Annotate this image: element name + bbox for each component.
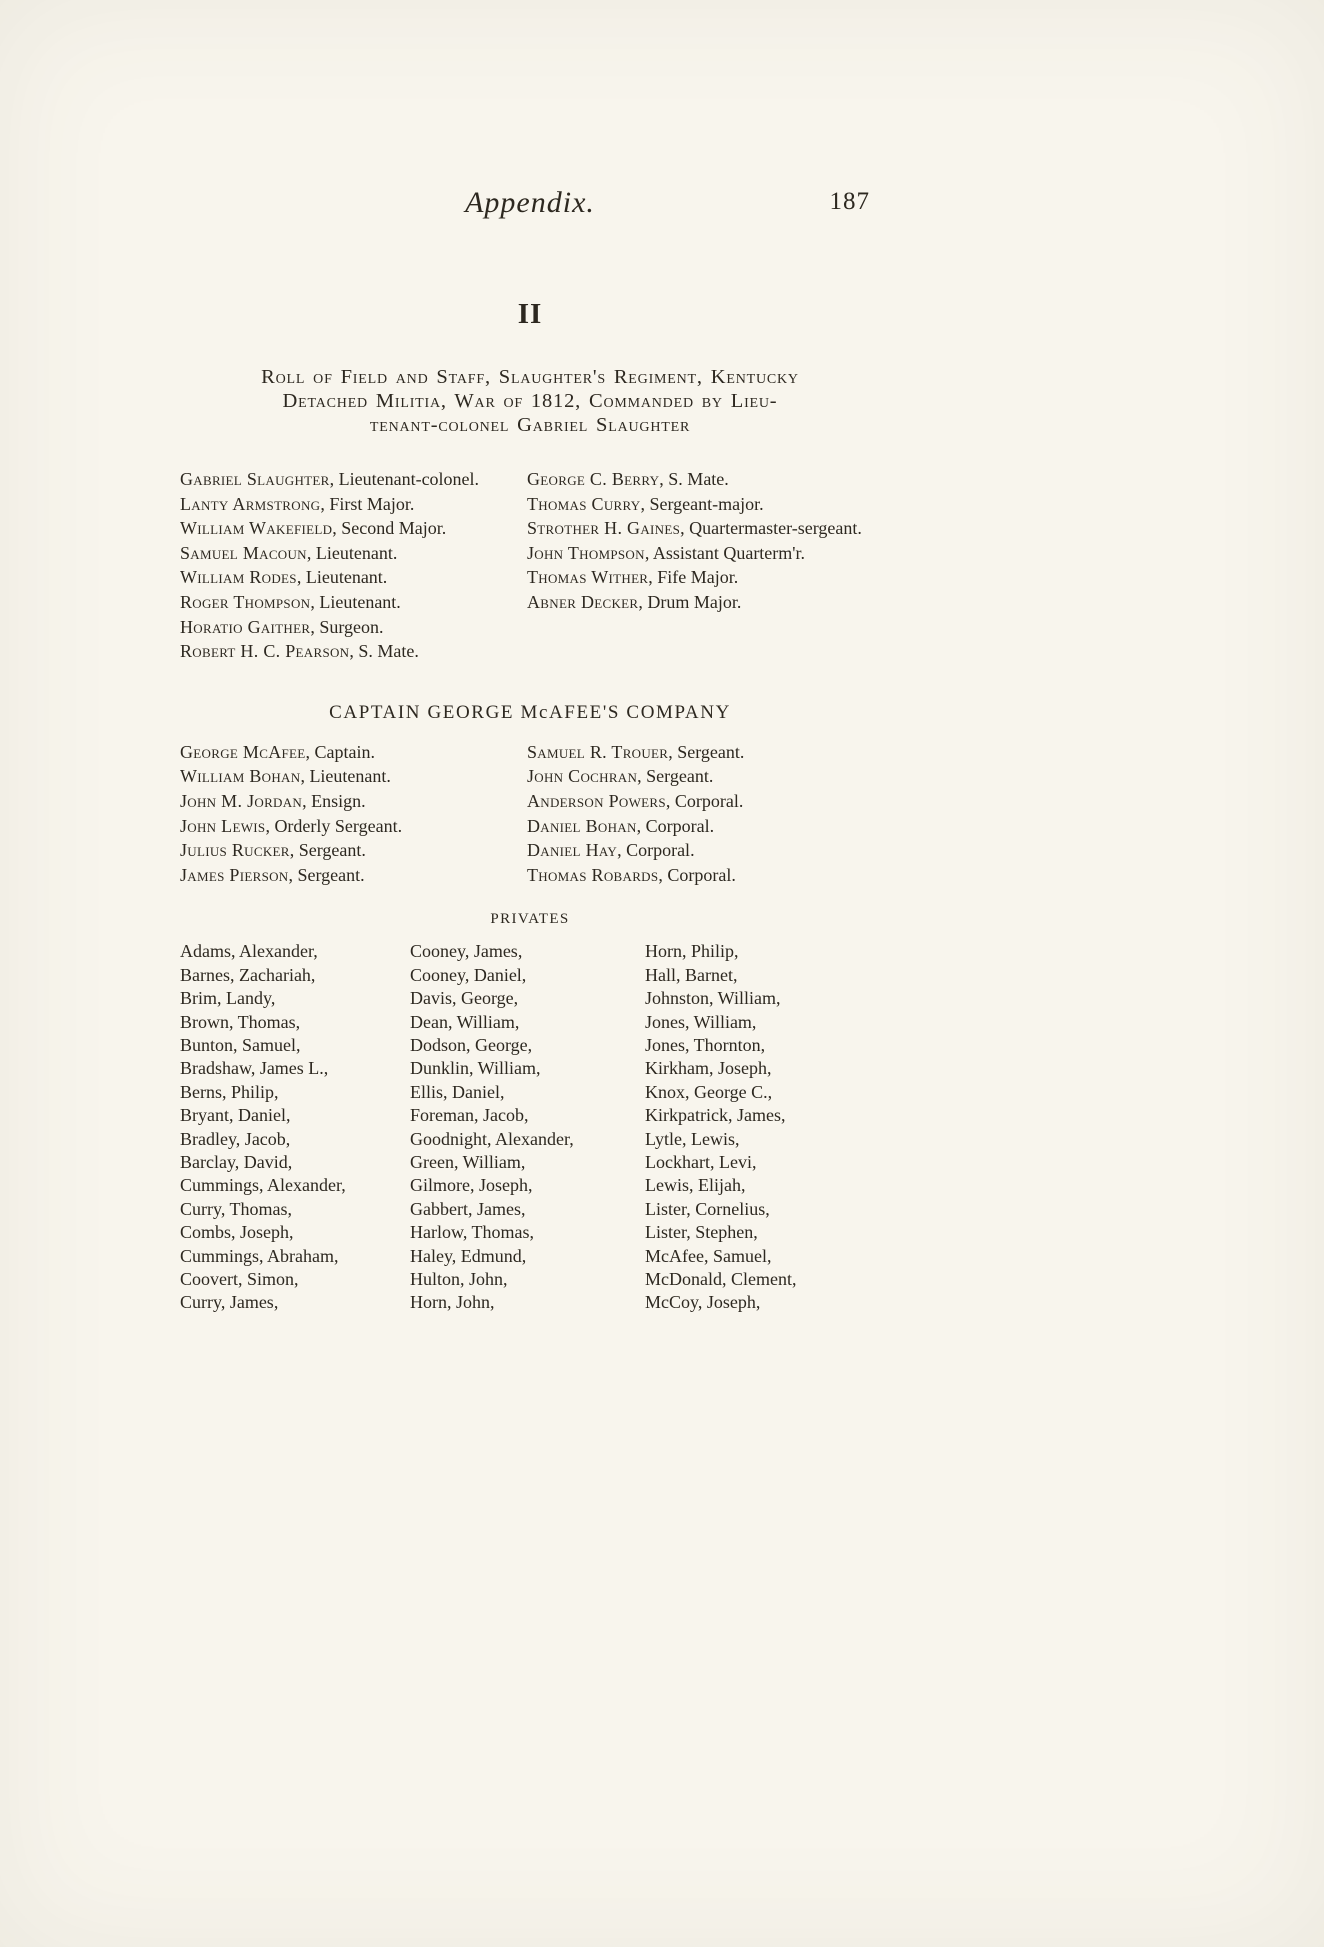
person-name: John Thompson <box>527 542 645 563</box>
officer-entry <box>180 740 527 765</box>
person-rank: , First Major. <box>320 493 415 514</box>
private-entry: Hall, Barnet, <box>645 964 738 985</box>
officer-entry <box>527 590 880 615</box>
private-entry: Knox, George C., <box>645 1081 773 1102</box>
person-rank: , Surgeon. <box>310 616 384 637</box>
private-entry: Foreman, Jacob, <box>410 1105 529 1126</box>
person-rank: , Corporal. <box>658 864 736 885</box>
person-rank: , Sergeant-major. <box>640 493 764 514</box>
person-name: Horatio Gaither <box>180 616 311 637</box>
officer-entry <box>527 740 880 765</box>
person-name: Robert H. C. Pearson <box>180 641 350 662</box>
officer-entry <box>527 541 880 566</box>
person-name: Thomas Curry <box>527 493 641 514</box>
officer-entry <box>180 516 527 541</box>
officer-entry <box>180 789 527 814</box>
person-rank: , Sergeant. <box>668 741 745 762</box>
person-name: Lanty Armstrong <box>180 493 321 514</box>
officer-entry <box>180 764 527 789</box>
officer-entry <box>180 639 527 664</box>
person-name: Daniel Hay <box>527 840 618 861</box>
private-entry: Kirkpatrick, James, <box>645 1105 786 1126</box>
private-entry: Cooney, James, <box>410 941 523 962</box>
officer-entry <box>527 764 880 789</box>
company-title: CAPTAIN GEORGE McAFEE'S COMPANY <box>329 701 731 723</box>
roll-title-line-3: tenant-colonel Gabriel Slaughter <box>369 414 691 436</box>
officer-entry <box>527 838 880 863</box>
section-numeral: II <box>517 298 543 330</box>
person-name: John Lewis <box>180 815 266 836</box>
private-entry: Curry, James, <box>180 1292 279 1313</box>
private-entry: Combs, Joseph, <box>180 1222 294 1243</box>
roll-title <box>180 365 880 437</box>
person-rank: , Fife Major. <box>648 567 739 588</box>
private-entry: Bradley, Jacob, <box>180 1128 291 1149</box>
company-left-column <box>180 740 527 888</box>
private-entry: McDonald, Clement, <box>645 1269 797 1289</box>
privates-column-3 <box>645 940 880 1315</box>
private-entry: Jones, William, <box>645 1011 757 1032</box>
officer-entry <box>527 789 880 814</box>
person-name: William Rodes <box>180 567 297 588</box>
person-name: James Pierson <box>180 864 289 885</box>
person-name: Thomas Robards <box>527 864 659 885</box>
private-entry: Horn, Philip, <box>645 941 739 962</box>
roll-title-line-2: Detached Militia, War of 1812, Commanded by Lieu- <box>282 390 778 412</box>
officer-entry <box>527 516 880 541</box>
field-staff-right-column <box>527 467 880 615</box>
private-entry: Cummings, Abraham, <box>180 1245 339 1266</box>
person-rank: , Orderly Sergeant. <box>265 815 403 836</box>
private-entry: Lewis, Elijah, <box>645 1175 746 1196</box>
running-header-title: Appendix. <box>465 186 595 219</box>
private-entry: Coovert, Simon, <box>180 1269 299 1289</box>
person-rank: , Lieutenant. <box>310 591 401 612</box>
private-entry: Gilmore, Joseph, <box>410 1175 533 1196</box>
officer-entry <box>527 467 880 492</box>
officer-entry <box>180 467 527 492</box>
private-entry: Kirkham, Joseph, <box>645 1058 772 1079</box>
person-rank: , Lieutenant. <box>306 542 398 563</box>
private-entry: Cooney, Daniel, <box>410 964 527 985</box>
private-entry: Barclay, David, <box>180 1151 293 1172</box>
person-name: Samuel R. Trouer <box>527 741 669 762</box>
officer-entry <box>180 838 527 863</box>
page-content <box>180 186 880 1315</box>
person-name: John Cochran <box>527 766 638 787</box>
person-name: Daniel Bohan <box>527 815 637 836</box>
private-entry: Dodson, George, <box>410 1034 533 1055</box>
private-entry: Dunklin, William, <box>410 1058 541 1079</box>
officer-entry <box>527 863 880 888</box>
person-rank: , Lieutenant. <box>300 766 391 787</box>
person-name: William Bohan <box>180 766 301 787</box>
officer-entry <box>180 590 527 615</box>
person-name: George C. Berry <box>527 469 660 489</box>
person-name: Roger Thompson <box>180 591 311 612</box>
private-entry: Johnston, William, <box>645 988 781 1009</box>
field-staff-left-column <box>180 467 527 664</box>
person-rank: , Corporal. <box>617 840 695 861</box>
person-rank: , Corporal. <box>636 815 715 836</box>
person-rank: , S. Mate. <box>659 469 729 489</box>
private-entry: Goodnight, Alexander, <box>410 1128 574 1149</box>
private-entry: Horn, John, <box>410 1292 495 1313</box>
privates-column-2 <box>410 940 645 1315</box>
officer-entry <box>180 814 527 839</box>
person-rank: , Sergeant. <box>288 864 365 885</box>
private-entry: Cummings, Alexander, <box>180 1175 346 1196</box>
private-entry: Dean, William, <box>410 1011 520 1032</box>
person-rank: , Lieutenant-colonel. <box>329 469 480 489</box>
person-name: George McAfee <box>180 741 306 762</box>
running-header <box>180 186 880 226</box>
private-entry: Lockhart, Levi, <box>645 1151 757 1172</box>
person-name: William Wakefield <box>180 518 333 539</box>
private-entry: Adams, Alexander, <box>180 941 318 962</box>
field-staff-roster <box>180 467 880 664</box>
company-roster <box>180 740 880 888</box>
person-name: John M. Jordan <box>180 790 303 811</box>
person-name: Thomas Wither <box>527 567 649 588</box>
person-rank: , Sergeant. <box>637 766 714 787</box>
roll-title-line-1: Roll of Field and Staff, Slaughter's Regiment, Kentucky <box>261 366 799 388</box>
page-number: 187 <box>829 188 870 215</box>
private-entry: McAfee, Samuel, <box>645 1245 772 1266</box>
officer-entry <box>180 863 527 888</box>
person-name: Abner Decker <box>527 591 639 612</box>
private-entry: Hulton, John, <box>410 1269 508 1289</box>
person-rank: , Quartermaster-sergeant. <box>680 518 862 539</box>
private-entry: Gabbert, James, <box>410 1198 526 1219</box>
person-name: Strother H. Gaines <box>527 518 681 539</box>
private-entry: Curry, Thomas, <box>180 1198 292 1219</box>
person-name: Julius Rucker <box>180 840 290 861</box>
person-rank: , Lieutenant. <box>296 567 388 588</box>
officer-entry <box>180 615 527 640</box>
person-rank: , Drum Major. <box>638 591 742 612</box>
private-entry: Lytle, Lewis, <box>645 1128 740 1149</box>
private-entry: Barnes, Zachariah, <box>180 964 316 985</box>
private-entry: Jones, Thornton, <box>645 1034 766 1055</box>
person-rank: , Captain. <box>305 741 376 762</box>
private-entry: Davis, George, <box>410 988 519 1009</box>
private-entry: Haley, Edmund, <box>410 1245 527 1266</box>
person-rank: , Corporal. <box>665 790 744 811</box>
private-entry: Bradshaw, James L., <box>180 1058 329 1079</box>
private-entry: Brown, Thomas, <box>180 1011 301 1032</box>
private-entry: Lister, Stephen, <box>645 1222 758 1243</box>
private-entry: Lister, Cornelius, <box>645 1198 770 1219</box>
private-entry: Ellis, Daniel, <box>410 1081 505 1102</box>
person-name: Gabriel Slaughter <box>180 469 330 489</box>
officer-entry <box>180 492 527 517</box>
officer-entry <box>527 814 880 839</box>
privates-roster <box>180 940 880 1315</box>
private-entry: Brim, Landy, <box>180 988 276 1009</box>
private-entry: Green, William, <box>410 1151 526 1172</box>
private-entry: Bunton, Samuel, <box>180 1034 301 1055</box>
person-rank: , Ensign. <box>302 790 366 811</box>
private-entry: Berns, Philip, <box>180 1081 279 1102</box>
officer-entry <box>527 565 880 590</box>
privates-heading: PRIVATES <box>490 911 570 928</box>
company-right-column <box>527 740 880 888</box>
person-name: Samuel Macoun <box>180 542 307 563</box>
person-rank: , Second Major. <box>332 518 447 539</box>
officer-entry <box>180 565 527 590</box>
private-entry: Harlow, Thomas, <box>410 1222 534 1243</box>
officer-entry <box>180 541 527 566</box>
person-rank: , Sergeant. <box>289 840 366 861</box>
person-name: Anderson Powers <box>527 790 666 811</box>
private-entry: McCoy, Joseph, <box>645 1292 761 1313</box>
private-entry: Bryant, Daniel, <box>180 1105 291 1126</box>
person-rank: , Assistant Quarterm'r. <box>644 542 806 563</box>
person-rank: , S. Mate. <box>349 641 419 662</box>
privates-column-1 <box>180 940 410 1315</box>
officer-entry <box>527 492 880 517</box>
